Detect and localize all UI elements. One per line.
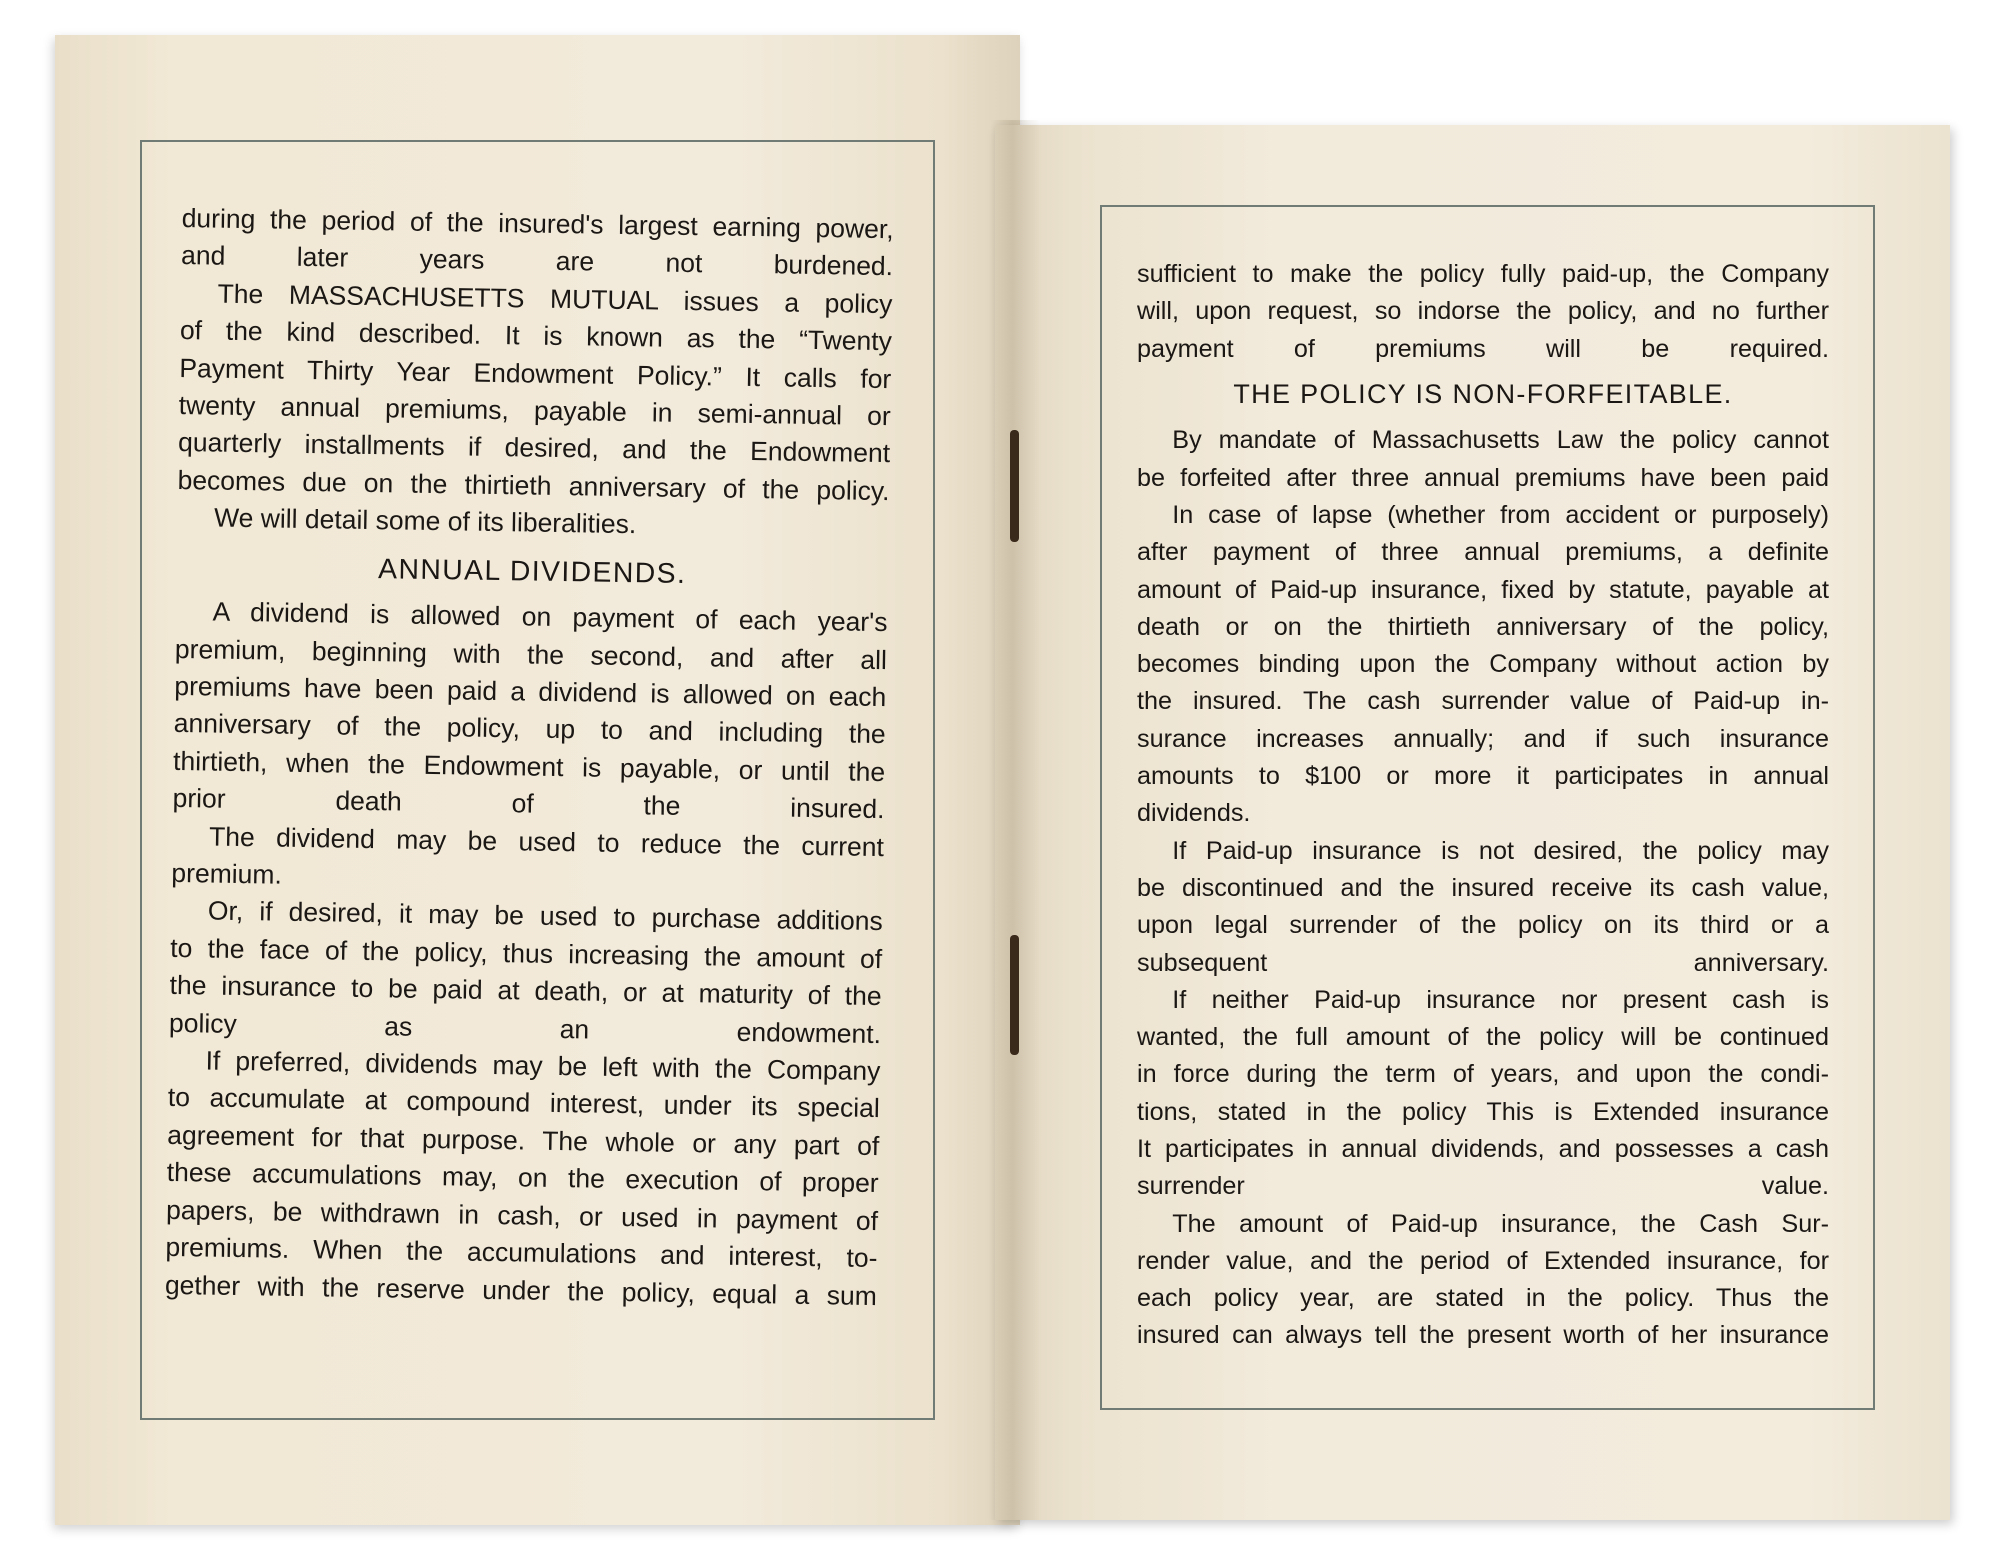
paragraph: A dividend is allowed on payment of each year's premium, beginning with the second, and after all premiums have been paid a dividend is allowed on each anniversary of the policy, up to and including the thirtieth, when the Endowment is payable, or until the prior death of the insured.: [172, 596, 888, 825]
left-page-text: [165, 200, 894, 1315]
paragraph: Or, if desired, it may be used to purchase additions to the face of the policy, thus increasing the amount of the insurance to be paid at death, or at maturity of the policy as an endowment.: [168, 895, 883, 1049]
paragraph: In case of lapse (whether from accident or purposely) after payment of three annual premiums, a definite amount of Paid-up insurance, fixed by statute, payable at death or on the thirtieth anniversary of the policy, becomes binding upon the Company without action by the insured. The cash surrender value of Paid-up in- surance increases annually; and if such insurance amounts to $100 or more it participates in annual dividends.: [1137, 500, 1829, 828]
section-heading-non-forfeitable: THE POLICY IS NON-FORFEITABLE.: [1233, 378, 1733, 409]
paragraph: sufficient to make the policy fully paid-up, the Company will, upon request, so indorse the policy, and no further payment of premiums will be required.: [1137, 260, 1829, 363]
booklet-spine: [990, 120, 1040, 1520]
paragraph: If Paid-up insurance is not desired, the policy may be discontinued and the insured receive its cash value, upon legal surrender of the policy on its third or a subsequent anniversary.: [1137, 836, 1829, 977]
paragraph: The MASSACHUSETTS MUTUAL issues a policy of the kind described. It is known as the “Twenty Payment Thirty Year Endowment Policy.” It calls for twenty annual premiums, payable in semi-annual or quarterly installments if desired, and the Endowment becomes due on the thirtieth anniversary of the policy.: [177, 278, 893, 506]
paragraph: If preferred, dividends may be left with the Company to accumulate at compound interest, under its special agreement for that purpose. The whole or any part of these accumulations may, on the execution of proper papers, be withdrawn in cash, or used in payment of premiums. When the accumulations and interest, to- gether with the reserve under the policy, equal a sum: [164, 1045, 881, 1311]
section-heading-annual-dividends: ANNUAL DIVIDENDS.: [377, 552, 687, 590]
paragraph: during the period of the insured's largest earning power, and later years are not burdened.: [180, 202, 894, 282]
paragraph: By mandate of Massachusetts Law the policy cannot be forfeited after three annual premiums have been paid: [1137, 426, 1829, 492]
binding-stitch-bottom: [1010, 935, 1019, 1055]
binding-stitch-top: [1010, 430, 1019, 542]
paragraph: We will detail some of its liberalities.: [213, 502, 637, 540]
paragraph: The dividend may be used to reduce the current premium.: [171, 821, 885, 890]
paragraph: The amount of Paid-up insurance, the Cash Sur- render value, and the period of Extended insurance, for each policy year, are stated in the policy. Thus the insured can always tell the present worth of her insurance: [1137, 1209, 1829, 1350]
paragraph: If neither Paid-up insurance nor present cash is wanted, the full amount of the policy will be continued in force during the term of years, and upon the condi- tions, stated in the policy This is Extended insurance It participates in annual dividends, and possesses a cash surrender value.: [1137, 985, 1829, 1201]
right-page-text: [1137, 256, 1829, 1355]
